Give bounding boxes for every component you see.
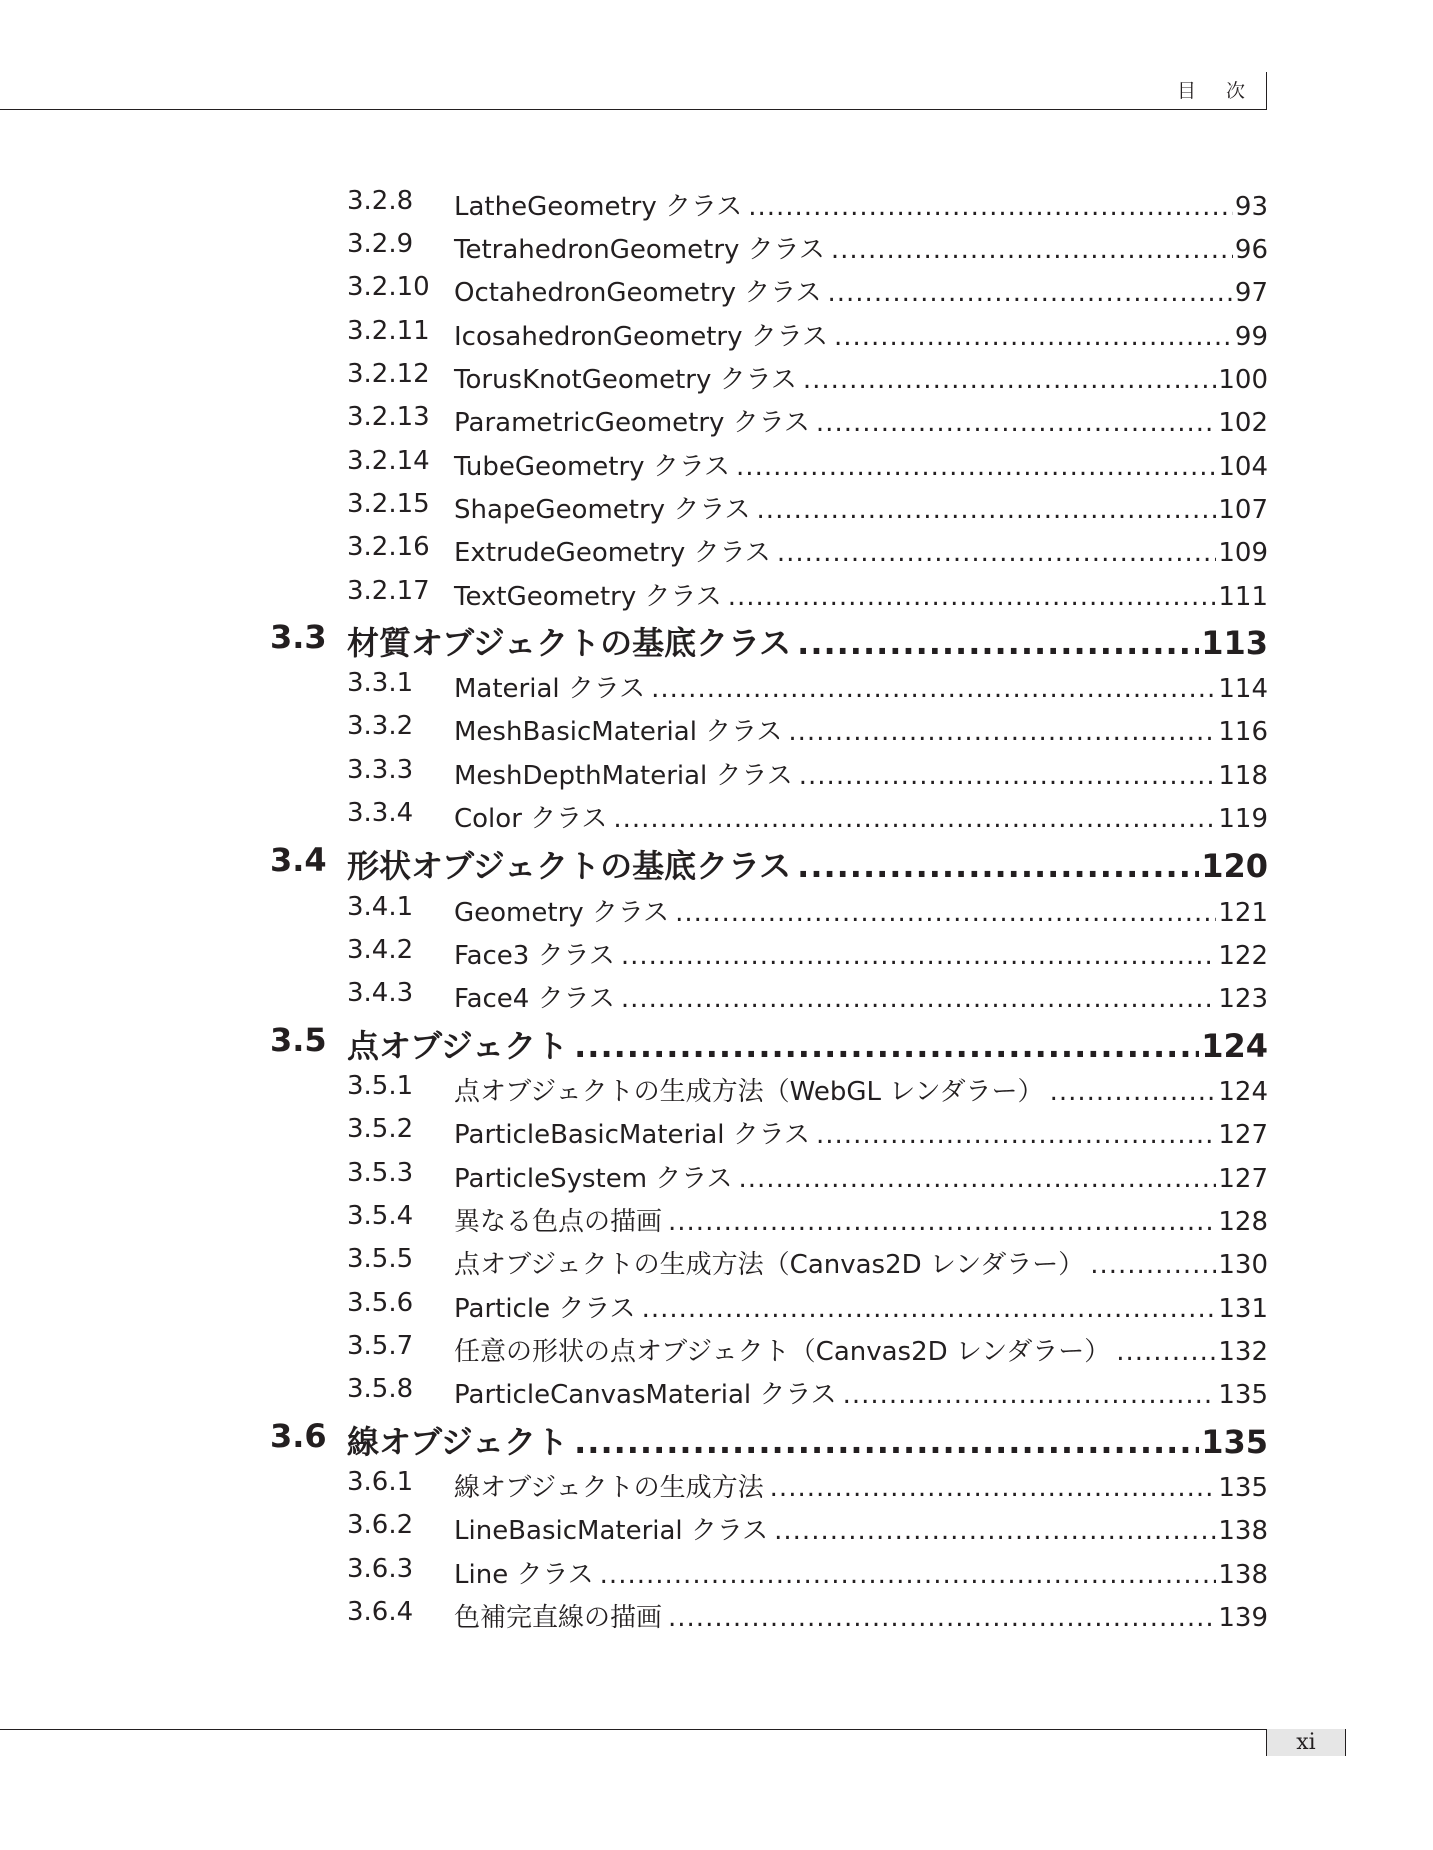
toc-entry-title: Line クラス [454,1560,594,1590]
dot-leader [642,1294,1217,1324]
toc-entry-page: 135 [1201,1423,1268,1461]
toc-entry-page: 124 [1218,1077,1268,1107]
toc-entry-number: 3.3.4 [347,798,414,828]
dot-leader [777,538,1217,568]
running-header-title: 目 次 [1176,80,1257,102]
toc-subsection-entry [0,1597,1433,1637]
dot-leader [574,1027,1199,1065]
dot-leader [816,1120,1216,1150]
toc-section-entry [0,841,1433,887]
toc-entry-page: 97 [1234,278,1268,308]
toc-entry-number: 3.6.3 [347,1554,414,1584]
toc-entry-title: OctahedronGeometry クラス [454,278,822,308]
toc-entry-page: 99 [1234,322,1268,352]
toc-entry-number: 3.5.7 [347,1331,414,1361]
toc-entry-title: 形状オブジェクトの基底クラス [347,847,792,885]
toc-entry-number: 3.2.11 [347,316,430,346]
toc-entry-number: 3.2.12 [347,359,430,389]
toc-entry-page: 118 [1218,761,1268,791]
toc-entry-title: Color クラス [454,804,608,834]
toc-subsection-entry [0,1244,1433,1284]
toc-entry-number: 3.3.2 [347,711,414,741]
dot-leader [1116,1337,1216,1367]
dot-leader [803,365,1217,395]
dot-leader [831,235,1233,265]
toc-subsection-entry [0,1554,1433,1594]
toc-entry-number: 3.4.1 [347,892,414,922]
toc-entry-number: 3.2.8 [347,186,414,216]
dot-leader [1090,1250,1216,1280]
toc-entry-page: 135 [1218,1380,1268,1410]
toc-entry-page: 128 [1218,1207,1268,1237]
toc-entry-title: ParticleCanvasMaterial クラス [454,1380,837,1410]
dot-leader [774,1516,1216,1546]
toc-entry-number: 3.5.4 [347,1201,414,1231]
toc-entry-title: Material クラス [454,674,646,704]
toc-entry-title: ExtrudeGeometry クラス [454,538,771,568]
toc-entry-title: 点オブジェクトの生成方法（Canvas2D レンダラー） [454,1250,1085,1280]
toc-entry-title: Particle クラス [454,1294,636,1324]
toc-entry-title: LatheGeometry クラス [454,192,743,222]
toc-entry-number: 3.5.5 [347,1244,414,1274]
toc-subsection-entry [0,489,1433,529]
dot-leader [668,1603,1216,1633]
toc-entry-title: 点オブジェクトの生成方法（WebGL レンダラー） [454,1077,1044,1107]
dot-leader [834,322,1233,352]
toc-subsection-entry [0,272,1433,312]
toc-subsection-entry [0,668,1433,708]
toc-entry-title: 線オブジェクトの生成方法 [454,1473,764,1503]
toc-entry-page: 96 [1234,235,1268,265]
toc-entry-title: 色補完直線の描画 [454,1603,663,1633]
toc-subsection-entry [0,1201,1433,1241]
toc-entry-number: 3.2.15 [347,489,430,519]
toc-entry-title: TextGeometry クラス [454,582,722,612]
toc-entry-number: 3.4.3 [347,978,414,1008]
toc-subsection-entry [0,935,1433,975]
dot-leader [675,898,1216,928]
toc-subsection-entry [0,1071,1433,1111]
dot-leader [770,1473,1217,1503]
toc-entry-number: 3.3.1 [347,668,414,698]
toc-entry-page: 131 [1218,1294,1268,1324]
toc-entry-title: Geometry クラス [454,898,670,928]
toc-entry-title: 任意の形状の点オブジェクト（Canvas2D レンダラー） [454,1337,1111,1367]
toc-subsection-entry [0,316,1433,356]
dot-leader [668,1207,1216,1237]
toc-subsection-entry [0,1467,1433,1507]
toc-entry-page: 121 [1218,898,1268,928]
toc-entry-page: 123 [1218,984,1268,1014]
toc-subsection-entry [0,1288,1433,1328]
dot-leader [816,408,1216,438]
toc-entry-page: 138 [1218,1516,1268,1546]
toc-entry-title: ParticleBasicMaterial クラス [454,1120,811,1150]
toc-entry-title: 点オブジェクト [347,1027,569,1065]
dot-leader [574,1423,1199,1461]
toc-entry-title: TubeGeometry クラス [454,452,731,482]
toc-entry-page: 132 [1218,1337,1268,1367]
toc-entry-number: 3.6.2 [347,1510,414,1540]
toc-subsection-entry [0,359,1433,399]
toc-section-entry [0,618,1433,664]
dot-leader [843,1380,1217,1410]
toc-entry-number: 3.2.10 [347,272,430,302]
toc-subsection-entry [0,1510,1433,1550]
toc-entry-title: 材質オブジェクトの基底クラス [347,624,792,662]
toc-entry-page: 114 [1218,674,1268,704]
toc-entry-title: TetrahedronGeometry クラス [454,235,825,265]
dot-leader [728,582,1217,612]
footer-rule [0,1729,1345,1730]
toc-entry-number: 3.4.2 [347,935,414,965]
toc-entry-page: 109 [1218,538,1268,568]
toc-subsection-entry [0,186,1433,226]
toc-entry-page: 135 [1218,1473,1268,1503]
toc-entry-number: 3.6 [270,1417,327,1455]
toc-entry-number: 3.2.16 [347,532,430,562]
toc-entry-page: 116 [1218,717,1268,747]
toc-entry-number: 3.5.6 [347,1288,414,1318]
toc-entry-number: 3.5.1 [347,1071,414,1101]
toc-entry-title: TorusKnotGeometry クラス [454,365,797,395]
toc-subsection-entry [0,978,1433,1018]
toc-entry-title: 線オブジェクト [347,1423,569,1461]
toc-entry-number: 3.2.9 [347,229,414,259]
dot-leader [621,984,1217,1014]
toc-entry-page: 124 [1201,1027,1268,1065]
toc-entry-page: 120 [1201,847,1268,885]
toc-entry-number: 3.2.17 [347,576,430,606]
dot-leader [797,624,1199,662]
toc-entry-title: 異なる色点の描画 [454,1207,663,1237]
toc-entry-page: 102 [1218,408,1268,438]
dot-leader [797,847,1199,885]
toc-entry-page: 130 [1218,1250,1268,1280]
toc-entry-number: 3.5.2 [347,1114,414,1144]
toc-entry-page: 139 [1218,1603,1268,1633]
dot-leader [613,804,1216,834]
toc-entry-page: 138 [1218,1560,1268,1590]
page-folio: xi [1266,1729,1346,1756]
dot-leader [828,278,1233,308]
dot-leader [788,717,1216,747]
dot-leader [757,495,1217,525]
dot-leader [739,1164,1217,1194]
dot-leader [736,452,1216,482]
toc-entry-title: ParametricGeometry クラス [454,408,810,438]
toc-entry-title: Face3 クラス [454,941,615,971]
toc-section-entry [0,1417,1433,1463]
toc-entry-page: 122 [1218,941,1268,971]
toc-entry-page: 127 [1218,1164,1268,1194]
toc-entry-number: 3.3.3 [347,755,414,785]
toc-entry-page: 113 [1201,624,1268,662]
toc-subsection-entry [0,1374,1433,1414]
toc-entry-page: 104 [1218,452,1268,482]
toc-subsection-entry [0,892,1433,932]
toc-entry-number: 3.3 [270,618,327,656]
toc-subsection-entry [0,798,1433,838]
toc-entry-title: Face4 クラス [454,984,615,1014]
toc-entry-page: 107 [1218,495,1268,525]
toc-subsection-entry [0,402,1433,442]
toc-subsection-entry [0,1158,1433,1198]
toc-entry-number: 3.5.3 [347,1158,414,1188]
toc-entry-title: LineBasicMaterial クラス [454,1516,769,1546]
toc-entry-number: 3.6.4 [347,1597,414,1627]
toc-entry-number: 3.5 [270,1021,327,1059]
toc-subsection-entry [0,229,1433,269]
toc-subsection-entry [0,532,1433,572]
toc-entry-title: IcosahedronGeometry クラス [454,322,828,352]
dot-leader [748,192,1233,222]
toc-entry-title: ShapeGeometry クラス [454,495,751,525]
toc-entry-number: 3.5.8 [347,1374,414,1404]
toc-entry-page: 119 [1218,804,1268,834]
dot-leader [651,674,1216,704]
dot-leader [621,941,1217,971]
toc-entry-number: 3.2.14 [347,446,430,476]
toc-entry-page: 100 [1218,365,1268,395]
toc-entry-number: 3.4 [270,841,327,879]
toc-section-entry [0,1021,1433,1067]
dot-leader [1050,1077,1217,1107]
dot-leader [600,1560,1217,1590]
toc-entry-number: 3.6.1 [347,1467,414,1497]
toc-subsection-entry [0,755,1433,795]
toc-subsection-entry [0,576,1433,616]
toc-entry-title: ParticleSystem クラス [454,1164,733,1194]
toc-subsection-entry [0,711,1433,751]
toc-entry-page: 93 [1234,192,1268,222]
toc-subsection-entry [0,1114,1433,1154]
toc-entry-title: MeshDepthMaterial クラス [454,761,793,791]
toc-entry-title: MeshBasicMaterial クラス [454,717,783,747]
toc-subsection-entry [0,1331,1433,1371]
toc-entry-page: 127 [1218,1120,1268,1150]
toc-entry-number: 3.2.13 [347,402,430,432]
toc-entry-page: 111 [1218,582,1268,612]
toc-subsection-entry [0,446,1433,486]
dot-leader [799,761,1217,791]
